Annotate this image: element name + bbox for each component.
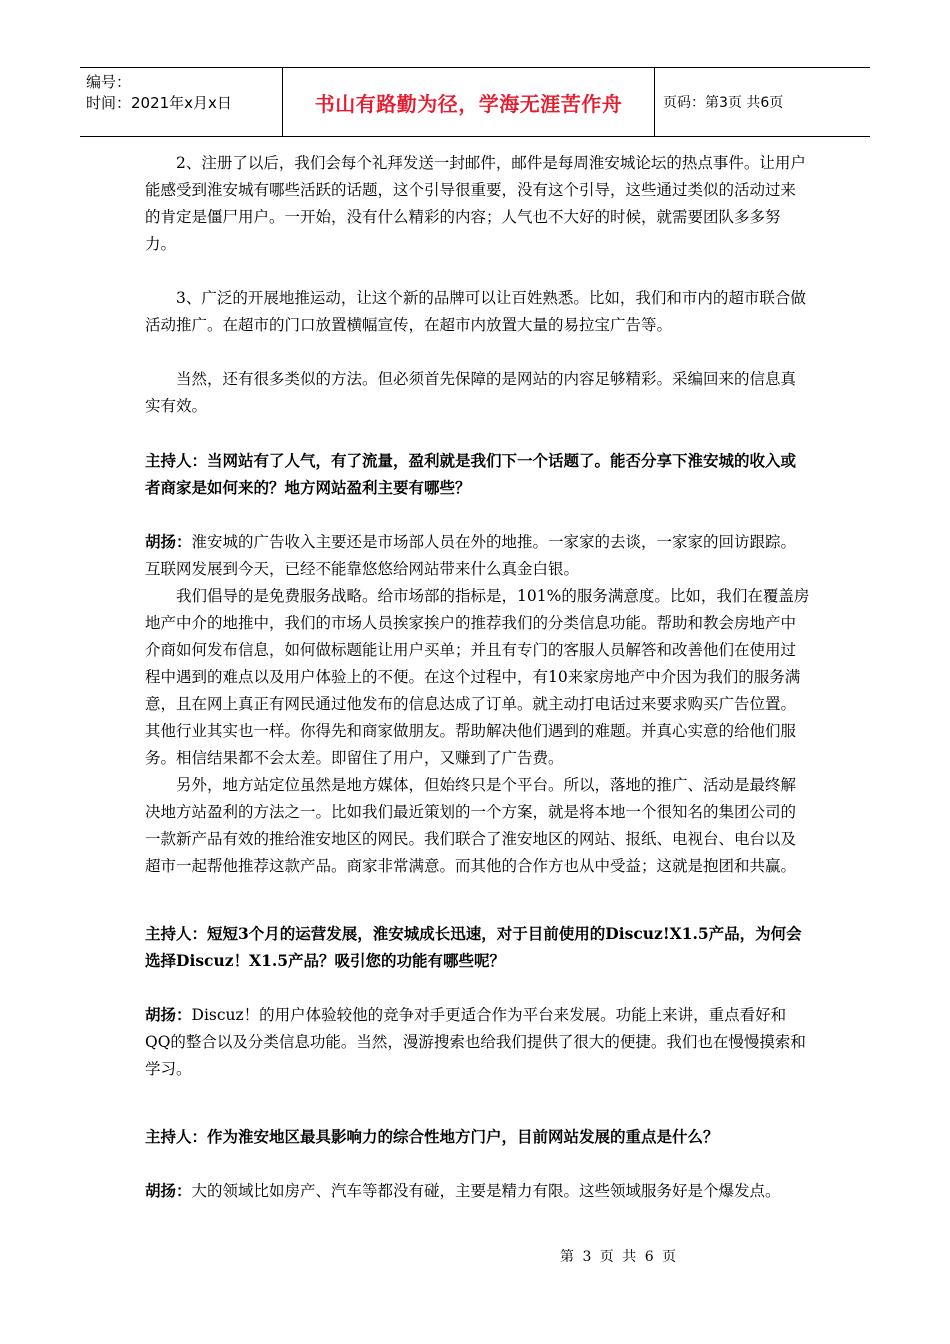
document-body [145,150,810,1205]
answer-1-text: 淮安城的广告收入主要还是市场部人员在外的地推。一家家的去谈，一家家的回访跟踪。互联网发展到今天，已经不能靠悠悠给网站带来什么真金白银。 [145,533,797,578]
answer-1-paragraph-2: 我们倡导的是免费服务战略。给市场部的指标是，101%的服务满意度。比如，我们在覆盖房地产中介的地推中，我们的市场人员挨家挨户的推荐我们的分类信息功能。帮助和教会房地产中介商如何发布信息，如何做标题能让用户买单；并且有专门的客服人员解答和改善他们在使用过程中遇到的难点以及用户体验上的不便。在这个过程中，有10来家房地产中介因为我们的服务满意，且在网上真正有网民通过他发布的信息达成了订单。就主动打电话过来要求购买广告位置。其他行业其实也一样。你得先和商家做朋友。帮助解决他们遇到的难题。并真心实意的给他们服务。相信结果都不会太差。即留住了用户，又赚到了广告费。 [145,587,810,767]
time-label: 时间：2021年x月x日 [86,94,232,112]
header-left-cell [80,68,282,136]
answer-3 [145,1177,810,1205]
speaker-label: 胡扬： [145,1181,192,1200]
header-table [80,67,870,137]
motto: 书山有路勤为径，学海无涯苦作舟 [282,68,655,136]
answer-2-text: Discuz！的用户体验较他的竞争对手更适合作为平台来发展。功能上来讲，重点看好和QQ的整合以及分类信息功能。当然，漫游搜索也给我们提供了很大的便捷。我们也在慢慢摸索和学习。 [145,1006,806,1078]
code-label: 编号： [86,73,132,91]
answer-2 [145,1001,810,1083]
speaker-label: 胡扬： [145,1005,192,1024]
answer-1 [145,528,810,583]
paragraph-1: 2、注册了以后，我们会每个礼拜发送一封邮件，邮件是每周淮安城论坛的热点事件。让用户能感受到淮安城有哪些活跃的话题，这个引导很重要，没有这个引导，这些通过类似的活动过来的肯定是僵尸用户。一开始，没有什么精彩的内容；人气也不大好的时候，就需要团队多多努力。 [145,154,806,253]
page-info: 页码：第3页 共6页 [663,95,784,111]
answer-3-text: 大的领域比如房产、汽车等都没有碰，主要是精力有限。这些领域服务好是个爆发点。 [191,1182,781,1200]
paragraph-3: 当然，还有很多类似的方法。但必须首先保障的是网站的内容足够精彩。采编回来的信息真实有效。 [145,370,797,415]
answer-1-paragraph-3: 另外，地方站定位虽然是地方媒体，但始终只是个平台。所以，落地的推广、活动是最终解决地方站盈利的方法之一。比如我们最近策划的一个方案，就是将本地一个很知名的集团公司的一款新产品有效的推给淮安地区的网民。我们联合了淮安地区的网站、报纸、电视台、电台以及超市一起帮他推荐这款产品。商家非常满意。而其他的合作方也从中受益；这就是抱团和共赢。 [145,776,797,875]
paragraph-2: 3、广泛的开展地推运动，让这个新的品牌可以让百姓熟悉。比如，我们和市内的超市联合做活动推广。在超市的门口放置横幅宣传，在超市内放置大量的易拉宝广告等。 [145,289,806,334]
host-question-1: 主持人：当网站有了人气，有了流量，盈利就是我们下一个话题了。能否分享下淮安城的收入或者商家是如何来的？地方网站盈利主要有哪些？ [145,451,797,497]
host-question-2: 主持人：短短3个月的运营发展，淮安城成长迅速，对于目前使用的Discuz!X1.5产品，为何会选择Discuz！X1.5产品？吸引您的功能有哪些呢？ [145,924,802,970]
page-footer: 第 3 页 共 6 页 [560,1249,679,1265]
host-question-3: 主持人：作为淮安地区最具影响力的综合性地方门户，目前网站发展的重点是什么？ [145,1127,719,1146]
speaker-label: 胡扬： [145,532,192,551]
